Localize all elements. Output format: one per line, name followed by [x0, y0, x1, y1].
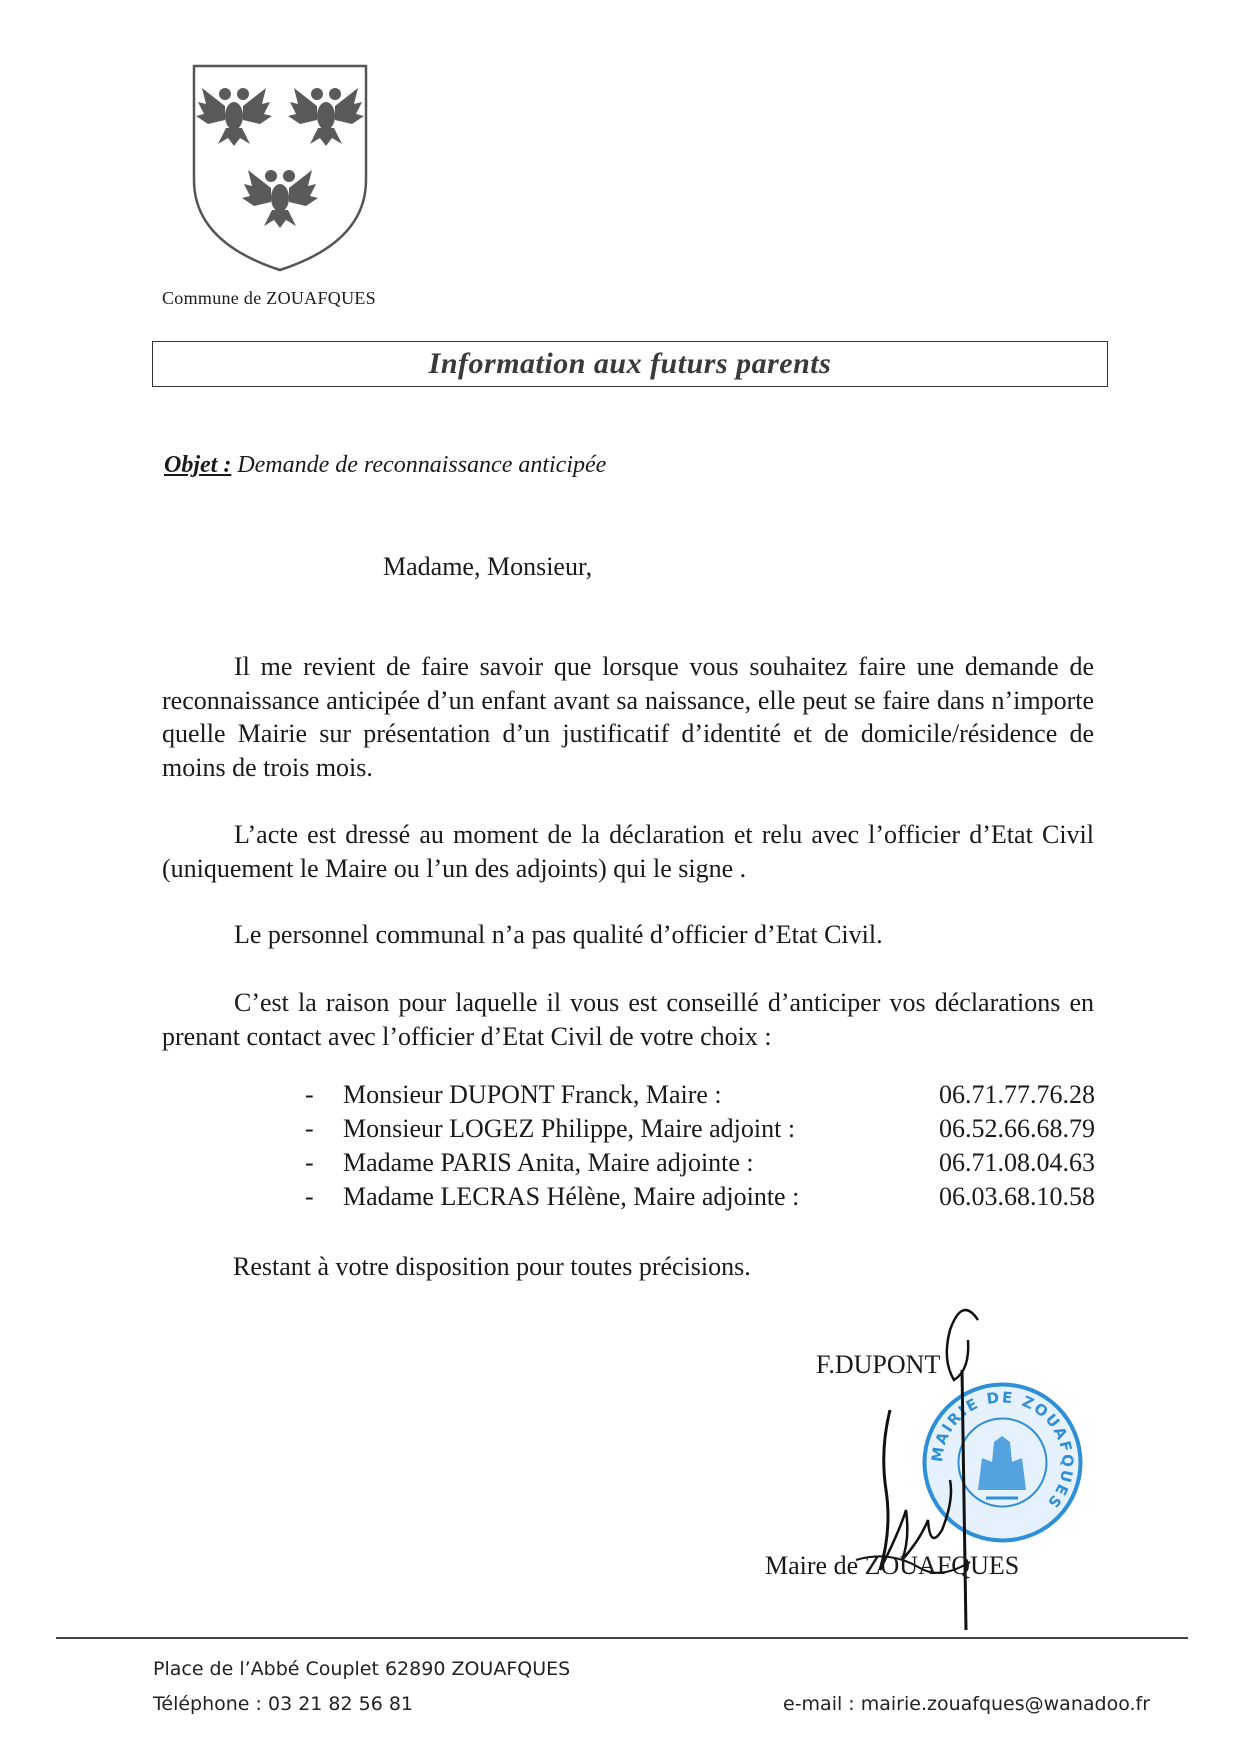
subject-label: Objet :	[164, 452, 232, 478]
footer-phone: Téléphone : 03 21 82 56 81	[153, 1693, 414, 1715]
subject-text: Demande de reconnaissance anticipée	[237, 452, 607, 478]
salutation: Madame, Monsieur,	[383, 552, 593, 581]
contact-name: Madame LECRAS Hélène, Maire adjointe :	[343, 1182, 800, 1211]
commune-name: Commune de ZOUAFQUES	[162, 288, 376, 308]
contact-list-item: - Madame LECRAS Hélène, Maire adjointe : 06.03.68.10.58	[305, 1182, 1095, 1215]
contact-name: Monsieur LOGEZ Philippe, Maire adjoint :	[343, 1114, 796, 1143]
paragraph: Il me revient de faire savoir que lorsque vous souhaitez faire une demande de reconnaissance anticipée d’un enfant avant sa naissance, elle peut se faire dans n’importe quelle Mairie sur présentation d’un justificatif d’identité et de domicile/résidence de moins de trois mois.	[162, 652, 1094, 782]
paragraph: C’est la raison pour laquelle il vous est conseillé d’anticiper vos déclarations en prenant contact avec l’officier d’Etat Civil de votre choix :	[162, 988, 1094, 1051]
paragraph: Le personnel communal n’a pas qualité d’officier d’Etat Civil.	[234, 920, 883, 949]
contact-phone: 06.71.77.76.28	[939, 1080, 1095, 1109]
stamp-text: MAIRIE DE ZOUAFQUES	[928, 1388, 1077, 1513]
closing-line: Restant à votre disposition pour toutes précisions.	[233, 1252, 751, 1281]
coat-of-arms-icon	[190, 62, 370, 274]
signer-name: F.DUPONT	[816, 1350, 941, 1379]
contact-list-item: - Madame PARIS Anita, Maire adjointe : 06.71.08.04.63	[305, 1148, 1095, 1181]
contact-phone: 06.71.08.04.63	[939, 1148, 1095, 1177]
contact-phone: 06.52.66.68.79	[939, 1114, 1095, 1143]
contact-list-item: - Monsieur DUPONT Franck, Maire : 06.71.77.76.28	[305, 1080, 1095, 1113]
contact-name: Monsieur DUPONT Franck, Maire :	[343, 1080, 722, 1109]
title-box	[152, 341, 1108, 387]
signer-title: Maire de ZOUAFQUES	[765, 1551, 1020, 1580]
footer-divider	[56, 1637, 1188, 1639]
footer-address: Place de l’Abbé Couplet 62890 ZOUAFQUES	[153, 1658, 571, 1680]
paragraph: L’acte est dressé au moment de la déclaration et relu avec l’officier d’Etat Civil (uniquement le Maire ou l’un des adjoints) qui le signe .	[162, 820, 1094, 883]
contact-name: Madame PARIS Anita, Maire adjointe :	[343, 1148, 754, 1177]
subject-line	[164, 452, 606, 479]
footer-email: e-mail : mairie.zouafques@wanadoo.fr	[783, 1693, 1151, 1715]
document-title: Information aux futurs parents	[428, 347, 832, 380]
contact-list-item: - Monsieur LOGEZ Philippe, Maire adjoint : 06.52.66.68.79	[305, 1114, 1095, 1147]
contact-phone: 06.03.68.10.58	[939, 1182, 1095, 1211]
